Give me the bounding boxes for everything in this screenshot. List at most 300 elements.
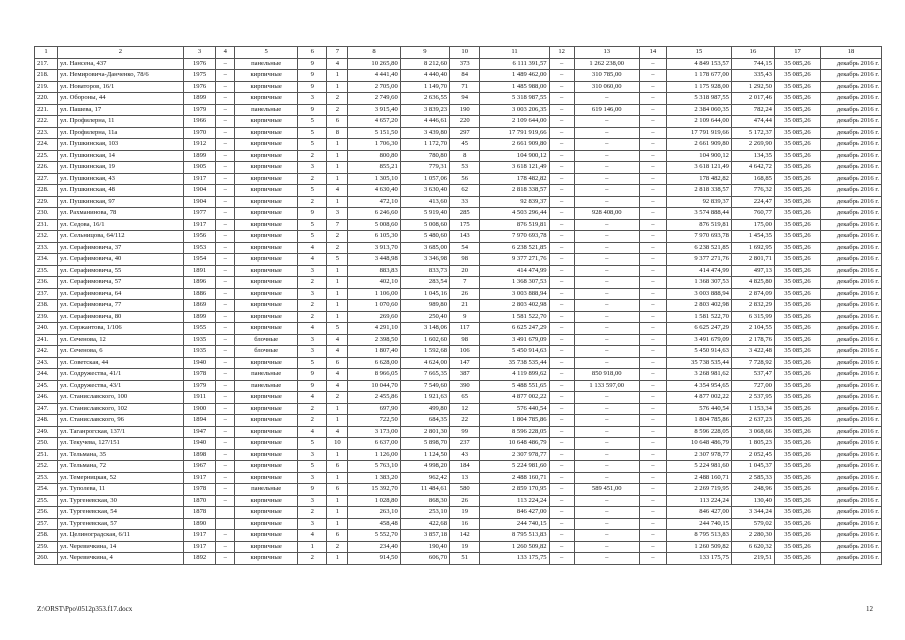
table-cell: 5 xyxy=(298,116,327,128)
table-cell: 147 xyxy=(450,357,480,369)
table-cell: 1 805,23 xyxy=(731,438,774,450)
table-cell: 1 xyxy=(327,403,348,415)
table-cell: 1917 xyxy=(183,219,215,231)
table-cell: кирпичные xyxy=(235,116,298,128)
table-cell: декабрь 2016 г. xyxy=(821,392,882,404)
table-cell: 5 224 981,60 xyxy=(666,461,731,473)
table-cell: кирпичные xyxy=(235,219,298,231)
table-cell: 1 xyxy=(298,541,327,553)
table-cell: 579,02 xyxy=(731,518,774,530)
table-cell: 4 xyxy=(298,426,327,438)
table-cell: 8 596 228,05 xyxy=(480,426,549,438)
table-cell: – xyxy=(549,495,574,507)
footer-file-path: Z:\ORST\Ppo\0512p353.f17.docx xyxy=(37,605,133,613)
table-cell: 1904 xyxy=(183,196,215,208)
table-cell: 474,44 xyxy=(731,116,774,128)
table-cell: 2 017,46 xyxy=(731,93,774,105)
table-cell: 6 105,30 xyxy=(348,231,400,243)
table-cell: 1 485 988,00 xyxy=(480,81,549,93)
table-cell: декабрь 2016 г. xyxy=(821,104,882,116)
table-cell: декабрь 2016 г. xyxy=(821,93,882,105)
table-cell: 220. xyxy=(35,93,58,105)
table-row xyxy=(35,541,882,553)
table-cell: 240. xyxy=(35,323,58,335)
table-cell: – xyxy=(574,288,639,300)
table-cell: 5 763,10 xyxy=(348,461,400,473)
table-cell: – xyxy=(574,495,639,507)
table-cell: 218. xyxy=(35,70,58,82)
table-cell: 35 085,26 xyxy=(774,219,820,231)
table-cell: 1 706,30 xyxy=(348,139,400,151)
table-row xyxy=(35,334,882,346)
table-cell: 760,77 xyxy=(731,208,774,220)
table-cell: – xyxy=(574,231,639,243)
table-cell: ул. Черевичкина, 4 xyxy=(58,553,184,565)
table-cell: 35 085,26 xyxy=(774,507,820,519)
table-cell: 2 637,23 xyxy=(731,415,774,427)
table-cell: – xyxy=(549,380,574,392)
table-cell: 10 648 486,79 xyxy=(666,438,731,450)
table-cell: – xyxy=(574,219,639,231)
table-cell: – xyxy=(639,530,666,542)
table-cell: 868,30 xyxy=(400,495,449,507)
table-cell: – xyxy=(549,139,574,151)
table-cell: ул. Серафимовича, 77 xyxy=(58,300,184,312)
table-cell: 2 104,55 xyxy=(731,323,774,335)
table-cell: 263,10 xyxy=(348,507,400,519)
table-row xyxy=(35,58,882,70)
table-cell: – xyxy=(216,380,235,392)
table-cell: ул. Текучева, 127/151 xyxy=(58,438,184,450)
table-cell: ул. Пушкинская, 103 xyxy=(58,139,184,151)
table-cell: – xyxy=(639,415,666,427)
table-cell: – xyxy=(574,553,639,565)
table-cell: – xyxy=(549,369,574,381)
table-cell: 242. xyxy=(35,346,58,358)
table-cell: 256. xyxy=(35,507,58,519)
table-cell: 2 307 978,77 xyxy=(480,449,549,461)
table-cell: ул. Станиславского, 96 xyxy=(58,415,184,427)
table-cell: 5 450 914,63 xyxy=(666,346,731,358)
table-cell: 1 xyxy=(327,173,348,185)
table-cell: 576 440,54 xyxy=(666,403,731,415)
table-cell: 6 xyxy=(327,484,348,496)
table-cell: 3 857,18 xyxy=(400,530,449,542)
table-cell: – xyxy=(574,300,639,312)
table-cell: – xyxy=(574,541,639,553)
column-header: 6 xyxy=(298,47,327,59)
table-cell: ул. Рахманинова, 78 xyxy=(58,208,184,220)
table-cell: кирпичные xyxy=(235,530,298,542)
table-cell: 3 491 679,09 xyxy=(480,334,549,346)
table-cell: 1892 xyxy=(183,553,215,565)
table-cell: 2 803 402,98 xyxy=(666,300,731,312)
table-cell: ул. Туполева, 11 xyxy=(58,484,184,496)
table-cell: 499,80 xyxy=(400,403,449,415)
table-cell: 5 008,60 xyxy=(400,219,449,231)
table-cell: 258. xyxy=(35,530,58,542)
table-cell: 6 628,00 xyxy=(348,357,400,369)
table-cell: 5 488 551,65 xyxy=(480,380,549,392)
table-cell: – xyxy=(574,346,639,358)
table-cell: – xyxy=(216,369,235,381)
column-header: 11 xyxy=(480,47,549,59)
table-cell: 234. xyxy=(35,254,58,266)
table-cell: 1900 xyxy=(183,403,215,415)
table-cell: – xyxy=(639,461,666,473)
column-header: 8 xyxy=(348,47,400,59)
table-cell: – xyxy=(639,254,666,266)
table-cell: – xyxy=(639,311,666,323)
table-cell: 35 738 535,44 xyxy=(666,357,731,369)
table-cell: 3 xyxy=(298,472,327,484)
table-cell: декабрь 2016 г. xyxy=(821,58,882,70)
table-cell: 3 xyxy=(298,518,327,530)
table-row xyxy=(35,415,882,427)
table-row xyxy=(35,323,882,335)
table-cell: 178 482,82 xyxy=(666,173,731,185)
table-cell: 6 111 391,57 xyxy=(480,58,549,70)
table-cell: 1 260 509,82 xyxy=(480,541,549,553)
table-cell: 224,47 xyxy=(731,196,774,208)
table-cell: 283,54 xyxy=(400,277,449,289)
table-cell: 2 xyxy=(327,231,348,243)
table-cell: 2 052,45 xyxy=(731,449,774,461)
table-cell: 1 045,16 xyxy=(400,288,449,300)
table-cell: – xyxy=(549,403,574,415)
table-cell: 1899 xyxy=(183,150,215,162)
table-cell: декабрь 2016 г. xyxy=(821,346,882,358)
table-cell: – xyxy=(216,415,235,427)
table-cell: кирпичные xyxy=(235,403,298,415)
table-cell: 2 585,33 xyxy=(731,472,774,484)
table-cell: – xyxy=(216,58,235,70)
table-cell: 1 xyxy=(327,265,348,277)
table-cell: декабрь 2016 г. xyxy=(821,415,882,427)
table-cell: ул. Серафимовича, 55 xyxy=(58,265,184,277)
table-cell: 35 085,26 xyxy=(774,518,820,530)
table-cell: 2 xyxy=(298,173,327,185)
table-cell: 402,10 xyxy=(348,277,400,289)
table-cell: 92 839,37 xyxy=(480,196,549,208)
table-cell: 2 xyxy=(298,507,327,519)
table-cell: 3 491 679,09 xyxy=(666,334,731,346)
table-cell: 248,96 xyxy=(731,484,774,496)
table-cell: – xyxy=(639,81,666,93)
table-cell: 10 648 486,79 xyxy=(480,438,549,450)
table-cell: 4 xyxy=(327,334,348,346)
table-cell: 9 xyxy=(298,58,327,70)
table-cell: декабрь 2016 г. xyxy=(821,438,882,450)
table-cell: 8 966,05 xyxy=(348,369,400,381)
table-cell: 5 318 987,55 xyxy=(480,93,549,105)
table-cell: 1975 xyxy=(183,70,215,82)
table-cell: – xyxy=(216,461,235,473)
table-cell: 2 801,30 xyxy=(400,426,449,438)
table-cell: 221. xyxy=(35,104,58,116)
table-cell: 1 305,10 xyxy=(348,173,400,185)
table-cell: – xyxy=(639,449,666,461)
table-cell: 35 085,26 xyxy=(774,81,820,93)
table-cell: – xyxy=(639,139,666,151)
table-cell: ул. Станиславского, 100 xyxy=(58,392,184,404)
table-cell: 7 xyxy=(450,277,480,289)
table-cell: 422,68 xyxy=(400,518,449,530)
table-cell: 260. xyxy=(35,553,58,565)
table-cell: 33 xyxy=(450,196,480,208)
table-cell: 8 795 513,83 xyxy=(666,530,731,542)
table-cell: 6 xyxy=(327,461,348,473)
table-row xyxy=(35,242,882,254)
table-cell: 3 630,40 xyxy=(400,185,449,197)
table-cell: – xyxy=(216,403,235,415)
table-cell: 92 839,37 xyxy=(666,196,731,208)
table-cell xyxy=(216,507,235,519)
table-cell: – xyxy=(216,288,235,300)
table-cell: 237 xyxy=(450,438,480,450)
table-cell: – xyxy=(639,127,666,139)
table-cell: 219,51 xyxy=(731,553,774,565)
table-cell: 6 238 521,85 xyxy=(666,242,731,254)
table-cell: декабрь 2016 г. xyxy=(821,196,882,208)
table-cell: 1966 xyxy=(183,116,215,128)
table-cell: ул. Тургеневская, 57 xyxy=(58,518,184,530)
table-cell: 6 637,00 xyxy=(348,438,400,450)
table-cell: 35 085,26 xyxy=(774,70,820,82)
table-cell: 1891 xyxy=(183,265,215,277)
table-cell: 65 xyxy=(450,392,480,404)
table-cell: 2 269 719,95 xyxy=(666,484,731,496)
table-row xyxy=(35,346,882,358)
table-cell: 4 xyxy=(298,323,327,335)
table-cell: декабрь 2016 г. xyxy=(821,461,882,473)
table-cell: ул. Тургеневская, 30 xyxy=(58,495,184,507)
table-cell: декабрь 2016 г. xyxy=(821,484,882,496)
table-cell: – xyxy=(639,518,666,530)
table-cell: – xyxy=(639,242,666,254)
table-cell: 226. xyxy=(35,162,58,174)
table-cell: 1976 xyxy=(183,81,215,93)
table-cell: 1899 xyxy=(183,93,215,105)
table-cell: 1912 xyxy=(183,139,215,151)
column-header: 5 xyxy=(235,47,298,59)
table-cell: 35 085,26 xyxy=(774,530,820,542)
table-cell: 4 630,40 xyxy=(348,185,400,197)
table-row xyxy=(35,219,882,231)
table-cell: 35 085,26 xyxy=(774,369,820,381)
table-cell: 4 354 954,65 xyxy=(666,380,731,392)
table-cell: 5 xyxy=(327,254,348,266)
table-cell: 6 620,32 xyxy=(731,541,774,553)
table-cell: 235. xyxy=(35,265,58,277)
table-cell: 850 918,00 xyxy=(574,369,639,381)
table-cell: 472,10 xyxy=(348,196,400,208)
column-header: 2 xyxy=(58,47,184,59)
table-cell: 1886 xyxy=(183,288,215,300)
table-cell: декабрь 2016 г. xyxy=(821,127,882,139)
table-cell: 1 175 928,00 xyxy=(666,81,731,93)
table-cell: 497,13 xyxy=(731,265,774,277)
table-cell: 99 xyxy=(450,426,480,438)
table-cell: 6 315,99 xyxy=(731,311,774,323)
table-cell: 9 xyxy=(450,311,480,323)
table-cell: блочные xyxy=(235,346,298,358)
table-cell: 13 xyxy=(450,472,480,484)
column-header: 12 xyxy=(549,47,574,59)
table-cell: ул. Таганрогская, 137/1 xyxy=(58,426,184,438)
table-cell: 1869 xyxy=(183,300,215,312)
table-cell: 237. xyxy=(35,288,58,300)
table-cell: 833,73 xyxy=(400,265,449,277)
table-cell: – xyxy=(216,323,235,335)
table-cell: 6 xyxy=(327,357,348,369)
table-cell: 225. xyxy=(35,150,58,162)
table-cell: 1940 xyxy=(183,438,215,450)
table-cell: 15 392,70 xyxy=(348,484,400,496)
table-cell: – xyxy=(574,185,639,197)
table-cell: – xyxy=(639,553,666,565)
table-cell: 3 xyxy=(298,334,327,346)
table-cell: 414 474,99 xyxy=(666,265,731,277)
table-cell: 4 xyxy=(298,530,327,542)
table-cell: 3 003 888,94 xyxy=(480,288,549,300)
table-row xyxy=(35,208,882,220)
table-cell: 142 xyxy=(450,530,480,542)
table-cell: декабрь 2016 г. xyxy=(821,265,882,277)
table-cell: ул. Нансена, 437 xyxy=(58,58,184,70)
table-cell: 3 xyxy=(298,346,327,358)
table-cell: 231. xyxy=(35,219,58,231)
table-cell: 35 085,26 xyxy=(774,127,820,139)
column-header: 15 xyxy=(666,47,731,59)
table-cell: 62 xyxy=(450,185,480,197)
table-cell: 130,40 xyxy=(731,495,774,507)
table-cell: 7 665,35 xyxy=(400,369,449,381)
table-cell: – xyxy=(549,484,574,496)
table-cell: 1 xyxy=(327,139,348,151)
table-cell: 2 xyxy=(327,104,348,116)
table-cell: 6 625 247,29 xyxy=(666,323,731,335)
table-cell: 255. xyxy=(35,495,58,507)
table-cell: кирпичные xyxy=(235,495,298,507)
table-cell: 220 xyxy=(450,116,480,128)
table-cell: ул. Сержантова, 1/106 xyxy=(58,323,184,335)
table-cell: – xyxy=(216,116,235,128)
table-cell: 35 085,26 xyxy=(774,277,820,289)
table-cell: 35 085,26 xyxy=(774,415,820,427)
table-cell: – xyxy=(639,392,666,404)
table-cell: – xyxy=(574,139,639,151)
table-cell: – xyxy=(574,127,639,139)
table-cell: 239. xyxy=(35,311,58,323)
table-row xyxy=(35,288,882,300)
table-cell: 1 xyxy=(327,415,348,427)
table-cell: 414 474,99 xyxy=(480,265,549,277)
table-cell: 21 xyxy=(450,300,480,312)
table-cell: – xyxy=(549,461,574,473)
table-cell: 1917 xyxy=(183,541,215,553)
table-cell: кирпичные xyxy=(235,277,298,289)
table-cell: 8 xyxy=(450,150,480,162)
table-cell: 9 xyxy=(298,380,327,392)
table-cell: декабрь 2016 г. xyxy=(821,288,882,300)
table-cell: – xyxy=(639,507,666,519)
table-cell: панельные xyxy=(235,484,298,496)
table-cell: декабрь 2016 г. xyxy=(821,530,882,542)
table-cell: декабрь 2016 г. xyxy=(821,70,882,82)
table-cell: ул. Серафимовича, 37 xyxy=(58,242,184,254)
table-cell: 236. xyxy=(35,277,58,289)
table-cell: 3 574 888,44 xyxy=(666,208,731,220)
table-cell: кирпичные xyxy=(235,415,298,427)
table-cell: – xyxy=(216,357,235,369)
table-cell: – xyxy=(639,426,666,438)
table-cell: – xyxy=(549,288,574,300)
table-cell: – xyxy=(549,150,574,162)
table-cell: 175 xyxy=(450,219,480,231)
table-cell: кирпичные xyxy=(235,553,298,565)
table-cell: 1967 xyxy=(183,461,215,473)
housing-table xyxy=(34,46,882,565)
table-cell: 134,35 xyxy=(731,150,774,162)
table-cell: – xyxy=(549,116,574,128)
table-row xyxy=(35,449,882,461)
table-cell: 1935 xyxy=(183,346,215,358)
table-cell: 2 xyxy=(298,300,327,312)
table-cell: 4 503 296,44 xyxy=(480,208,549,220)
table-cell: 35 085,26 xyxy=(774,484,820,496)
table-cell: – xyxy=(549,93,574,105)
table-cell: 3 173,00 xyxy=(348,426,400,438)
table-cell: декабрь 2016 г. xyxy=(821,369,882,381)
table-cell: ул. Содружества, 43/1 xyxy=(58,380,184,392)
table-cell: 2 488 160,71 xyxy=(480,472,549,484)
table-cell: 35 085,26 xyxy=(774,242,820,254)
table-cell: – xyxy=(574,173,639,185)
table-cell: 227. xyxy=(35,173,58,185)
table-row xyxy=(35,495,882,507)
table-cell: декабрь 2016 г. xyxy=(821,334,882,346)
table-cell: декабрь 2016 г. xyxy=(821,219,882,231)
table-row xyxy=(35,93,882,105)
table-cell: 1 383,20 xyxy=(348,472,400,484)
table-cell: 1 070,60 xyxy=(348,300,400,312)
table-cell: кирпичные xyxy=(235,150,298,162)
table-cell: – xyxy=(574,196,639,208)
table-cell: – xyxy=(549,173,574,185)
table-cell: 744,15 xyxy=(731,58,774,70)
table-cell: 697,90 xyxy=(348,403,400,415)
table-cell: – xyxy=(574,403,639,415)
table-cell: – xyxy=(574,311,639,323)
table-cell: кирпичные xyxy=(235,93,298,105)
table-cell: 17 791 919,66 xyxy=(666,127,731,139)
table-cell: 1 807,40 xyxy=(348,346,400,358)
table-cell: 4 xyxy=(327,380,348,392)
table-cell: 190 xyxy=(450,104,480,116)
table-cell: 4 446,61 xyxy=(400,116,449,128)
table-cell: – xyxy=(549,415,574,427)
table-cell: – xyxy=(216,541,235,553)
table-cell: 104 900,12 xyxy=(480,150,549,162)
table-row xyxy=(35,518,882,530)
table-cell xyxy=(216,518,235,530)
table-cell: кирпичные xyxy=(235,139,298,151)
table-cell: 1 368 307,53 xyxy=(480,277,549,289)
table-cell: 1896 xyxy=(183,277,215,289)
table-cell: ул. Профилерна, 11а xyxy=(58,127,184,139)
table-cell: 244. xyxy=(35,369,58,381)
